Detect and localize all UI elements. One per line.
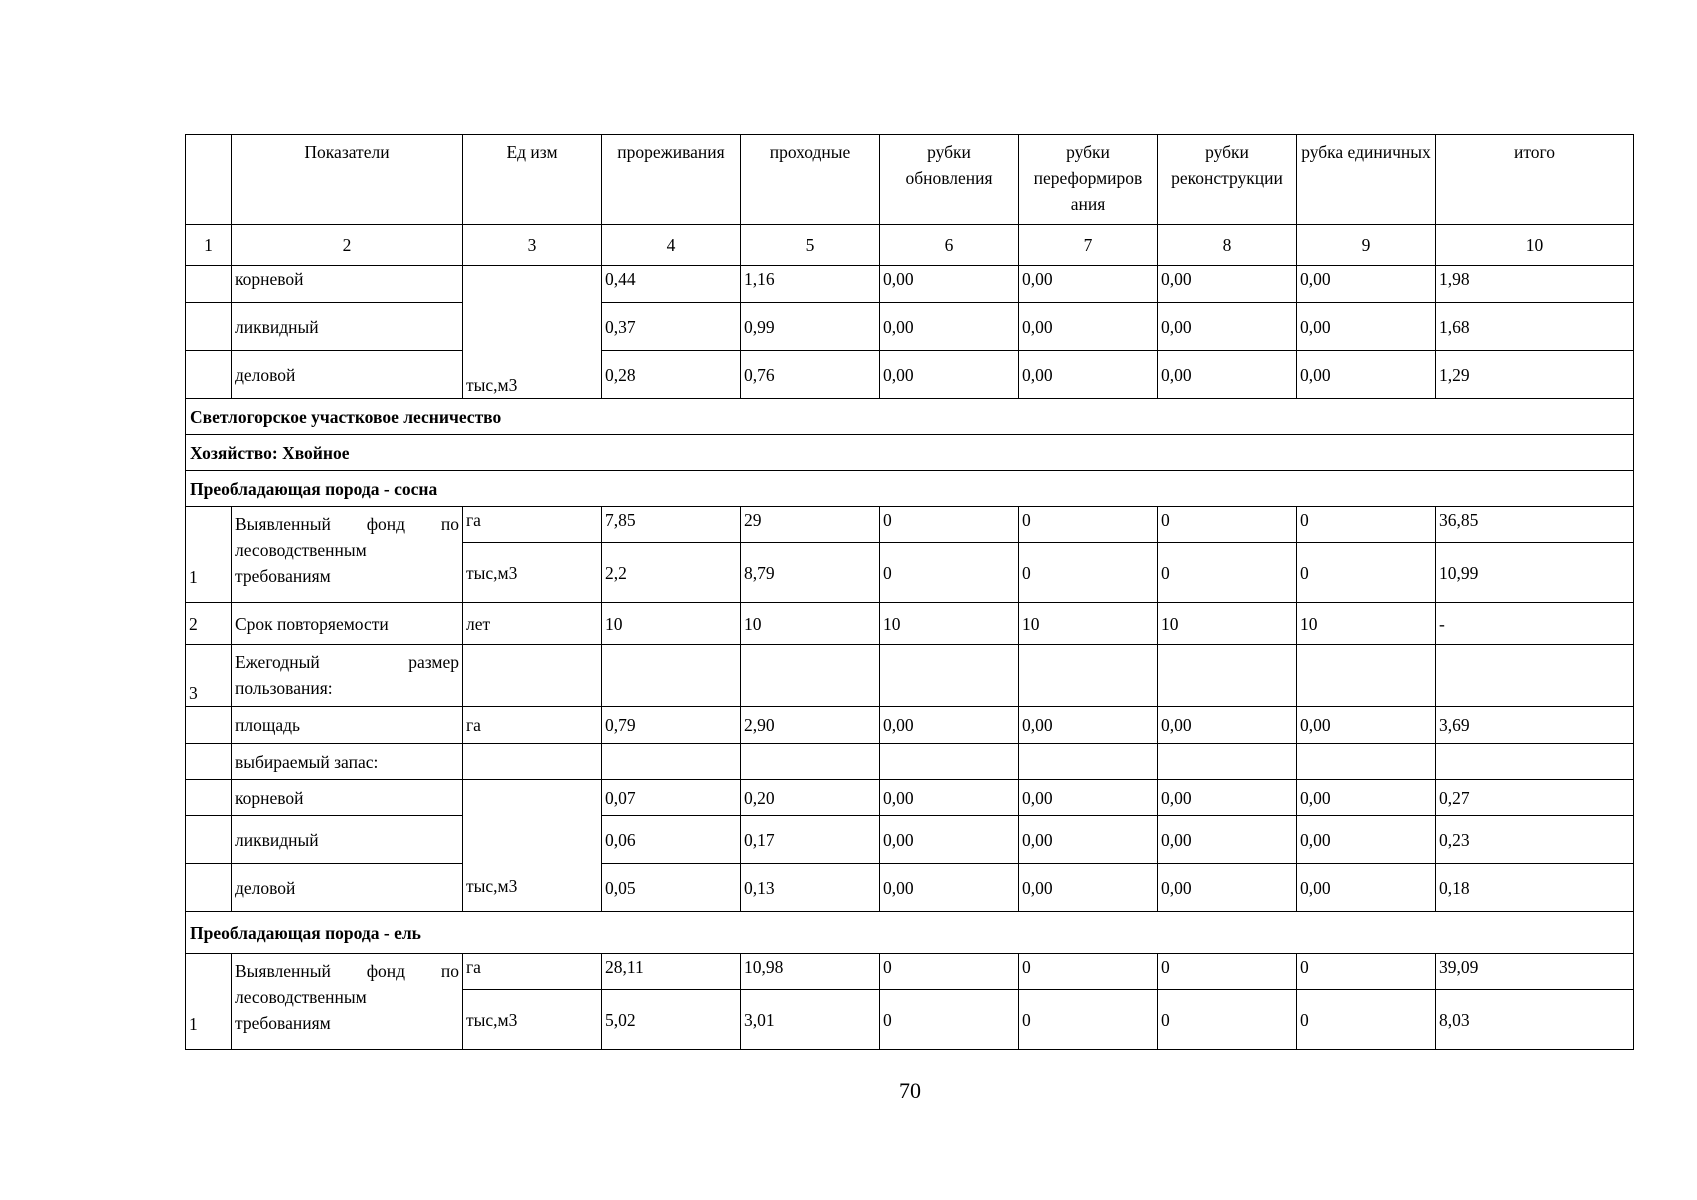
column-number: 8 <box>1158 225 1297 266</box>
value-cell <box>741 744 880 780</box>
value-cell: 0,13 <box>741 864 880 912</box>
total-cell: - <box>1436 603 1634 645</box>
row-num-cell <box>186 780 232 816</box>
row-unit: тыс,м3 <box>463 990 602 1050</box>
value-cell: 0,05 <box>602 864 741 912</box>
row-label-line: лесоводственным <box>235 540 367 560</box>
header-cell-renewal: рубки обновления <box>880 135 1019 225</box>
value-cell: 0,07 <box>602 780 741 816</box>
row-unit: тыс,м3 <box>463 266 602 399</box>
value-cell: 0 <box>1297 507 1436 543</box>
value-cell: 0 <box>1158 990 1297 1050</box>
column-number: 9 <box>1297 225 1436 266</box>
header-cell-reformation-b: ания <box>1070 194 1106 214</box>
header-cell-reformation-a: рубки переформиров <box>1033 142 1143 188</box>
column-number: 2 <box>232 225 463 266</box>
row-label: корневой <box>232 780 463 816</box>
header-cell-thinning: прореживания <box>602 135 741 225</box>
total-cell: 0,23 <box>1436 816 1634 864</box>
row-label: деловой <box>232 351 463 399</box>
total-cell: 39,09 <box>1436 954 1634 990</box>
row-num-cell: 3 <box>186 645 232 707</box>
value-cell: 0,00 <box>1297 707 1436 744</box>
table-row <box>186 954 1634 990</box>
value-cell: 0,00 <box>880 864 1019 912</box>
row-label: деловой <box>232 864 463 912</box>
value-cell: 0,00 <box>1158 780 1297 816</box>
header-cell-unit: Ед изм <box>463 135 602 225</box>
row-num-cell <box>186 707 232 744</box>
value-cell: 0,79 <box>602 707 741 744</box>
section-row <box>186 399 1634 435</box>
row-label: площадь <box>232 707 463 744</box>
row-label: ликвидный <box>232 303 463 351</box>
row-unit <box>463 645 602 707</box>
value-cell: 0,00 <box>1297 864 1436 912</box>
value-cell: 0 <box>1019 954 1158 990</box>
value-cell: 0,00 <box>880 351 1019 399</box>
row-label <box>232 645 463 707</box>
value-cell: 0,00 <box>1019 864 1158 912</box>
value-cell: 0,44 <box>602 266 741 303</box>
row-label-line: требованиям <box>235 566 331 586</box>
value-cell <box>880 744 1019 780</box>
column-number: 4 <box>602 225 741 266</box>
value-cell: 29 <box>741 507 880 543</box>
row-num-cell <box>186 351 232 399</box>
value-cell: 2,2 <box>602 543 741 603</box>
table-row <box>186 780 1634 816</box>
value-cell: 1,16 <box>741 266 880 303</box>
value-cell: 0,00 <box>1019 303 1158 351</box>
value-cell: 0 <box>880 543 1019 603</box>
header-cell-total: итого <box>1436 135 1634 225</box>
value-cell: 28,11 <box>602 954 741 990</box>
section-row <box>186 435 1634 471</box>
value-cell: 10 <box>880 603 1019 645</box>
section-pine: Преобладающая порода - сосна <box>186 471 1634 507</box>
total-cell <box>1436 744 1634 780</box>
value-cell <box>1297 744 1436 780</box>
value-cell: 0,20 <box>741 780 880 816</box>
value-cell: 0,00 <box>1297 816 1436 864</box>
value-cell: 0 <box>1158 507 1297 543</box>
row-unit: га <box>463 707 602 744</box>
row-label: ликвидный <box>232 816 463 864</box>
row-num-cell: 1 <box>186 507 232 603</box>
total-cell: 0,27 <box>1436 780 1634 816</box>
row-label: корневой <box>232 266 463 303</box>
section-farm: Хозяйство: Хвойное <box>186 435 1634 471</box>
value-cell: 0 <box>880 954 1019 990</box>
row-label: выбираемый запас: <box>232 744 463 780</box>
row-unit: лет <box>463 603 602 645</box>
column-number: 1 <box>186 225 232 266</box>
value-cell: 0 <box>1158 954 1297 990</box>
row-unit: га <box>463 954 602 990</box>
header-cell-single: рубка единичных <box>1297 135 1436 225</box>
value-cell: 10 <box>1297 603 1436 645</box>
total-cell: 10,99 <box>1436 543 1634 603</box>
row-label-line: пользования: <box>235 678 333 698</box>
row-label <box>232 954 463 1050</box>
value-cell: 5,02 <box>602 990 741 1050</box>
total-cell: 1,68 <box>1436 303 1634 351</box>
header-cell-num <box>186 135 232 225</box>
value-cell: 0,06 <box>602 816 741 864</box>
row-label-line: Выявленный фонд по <box>235 514 459 534</box>
total-cell: 0,18 <box>1436 864 1634 912</box>
value-cell: 0,99 <box>741 303 880 351</box>
value-cell: 0,00 <box>1297 266 1436 303</box>
column-number-row <box>186 225 1634 266</box>
value-cell <box>1019 744 1158 780</box>
row-label-line: Ежегодный размер <box>235 652 459 672</box>
table-row <box>186 507 1634 543</box>
value-cell: 0,00 <box>1297 351 1436 399</box>
value-cell: 0 <box>1019 990 1158 1050</box>
value-cell: 0,00 <box>880 780 1019 816</box>
table-row <box>186 303 1634 351</box>
row-label <box>232 507 463 603</box>
value-cell: 0,00 <box>1019 707 1158 744</box>
value-cell: 0,37 <box>602 303 741 351</box>
value-cell: 0,00 <box>1158 707 1297 744</box>
value-cell: 0,00 <box>1297 780 1436 816</box>
row-unit: га <box>463 507 602 543</box>
column-number: 7 <box>1019 225 1158 266</box>
section-forestry: Светлогорское участковое лесничество <box>186 399 1634 435</box>
column-number: 5 <box>741 225 880 266</box>
value-cell <box>1019 645 1158 707</box>
table-row <box>186 603 1634 645</box>
row-num-cell: 1 <box>186 954 232 1050</box>
value-cell: 0 <box>1297 990 1436 1050</box>
header-cell-indicators: Показатели <box>232 135 463 225</box>
value-cell: 0 <box>880 990 1019 1050</box>
column-number: 6 <box>880 225 1019 266</box>
value-cell: 0,00 <box>1019 351 1158 399</box>
value-cell <box>1297 645 1436 707</box>
value-cell: 0 <box>1297 543 1436 603</box>
value-cell: 0 <box>880 507 1019 543</box>
value-cell: 3,01 <box>741 990 880 1050</box>
value-cell: 2,90 <box>741 707 880 744</box>
row-label-line: Выявленный фонд по <box>235 961 459 981</box>
table-row <box>186 744 1634 780</box>
section-row <box>186 912 1634 954</box>
total-cell: 3,69 <box>1436 707 1634 744</box>
row-num-cell: 2 <box>186 603 232 645</box>
row-num-cell <box>186 744 232 780</box>
row-num-cell <box>186 864 232 912</box>
value-cell <box>602 645 741 707</box>
row-label-line: требованиям <box>235 1013 331 1033</box>
value-cell: 0,00 <box>1297 303 1436 351</box>
value-cell <box>880 645 1019 707</box>
total-cell: 1,98 <box>1436 266 1634 303</box>
header-cell-passing: проходные <box>741 135 880 225</box>
table-row <box>186 707 1634 744</box>
value-cell <box>1158 744 1297 780</box>
column-number: 3 <box>463 225 602 266</box>
value-cell: 0,00 <box>1158 351 1297 399</box>
value-cell <box>602 744 741 780</box>
value-cell: 0,00 <box>1158 816 1297 864</box>
value-cell: 0,17 <box>741 816 880 864</box>
value-cell: 10,98 <box>741 954 880 990</box>
value-cell: 0 <box>1019 543 1158 603</box>
table-row <box>186 645 1634 707</box>
value-cell: 10 <box>741 603 880 645</box>
section-row <box>186 471 1634 507</box>
value-cell: 0,00 <box>1158 266 1297 303</box>
value-cell: 0,00 <box>1019 780 1158 816</box>
value-cell: 10 <box>1158 603 1297 645</box>
row-unit: тыс,м3 <box>463 543 602 603</box>
forest-use-table <box>185 134 1634 1050</box>
value-cell: 7,85 <box>602 507 741 543</box>
value-cell: 8,79 <box>741 543 880 603</box>
value-cell <box>1158 645 1297 707</box>
value-cell: 0,28 <box>602 351 741 399</box>
row-num-cell <box>186 303 232 351</box>
row-label-line: лесоводственным <box>235 987 367 1007</box>
value-cell: 10 <box>602 603 741 645</box>
row-label: Срок повторяемости <box>232 603 463 645</box>
value-cell: 10 <box>1019 603 1158 645</box>
value-cell: 0 <box>1158 543 1297 603</box>
value-cell: 0,00 <box>880 266 1019 303</box>
total-cell: 8,03 <box>1436 990 1634 1050</box>
value-cell: 0,76 <box>741 351 880 399</box>
value-cell: 0,00 <box>1019 816 1158 864</box>
column-number: 10 <box>1436 225 1634 266</box>
value-cell: 0,00 <box>880 816 1019 864</box>
value-cell: 0,00 <box>880 303 1019 351</box>
value-cell: 0,00 <box>1158 864 1297 912</box>
section-spruce: Преобладающая порода - ель <box>186 912 1634 954</box>
header-cell-reconstruction: рубки реконструкции <box>1158 135 1297 225</box>
value-cell <box>741 645 880 707</box>
value-cell: 0,00 <box>1019 266 1158 303</box>
row-unit: тыс,м3 <box>463 780 602 912</box>
value-cell: 0 <box>1019 507 1158 543</box>
total-cell: 36,85 <box>1436 507 1634 543</box>
value-cell: 0,00 <box>1158 303 1297 351</box>
total-cell <box>1436 645 1634 707</box>
value-cell: 0 <box>1297 954 1436 990</box>
table-row <box>186 266 1634 303</box>
table-row <box>186 864 1634 912</box>
header-row <box>186 135 1634 225</box>
table-row <box>186 351 1634 399</box>
row-unit <box>463 744 602 780</box>
value-cell: 0,00 <box>880 707 1019 744</box>
page-number: 70 <box>899 1078 921 1103</box>
total-cell: 1,29 <box>1436 351 1634 399</box>
header-cell-reformation <box>1019 135 1158 225</box>
row-num-cell <box>186 816 232 864</box>
row-num-cell <box>186 266 232 303</box>
table-row <box>186 816 1634 864</box>
